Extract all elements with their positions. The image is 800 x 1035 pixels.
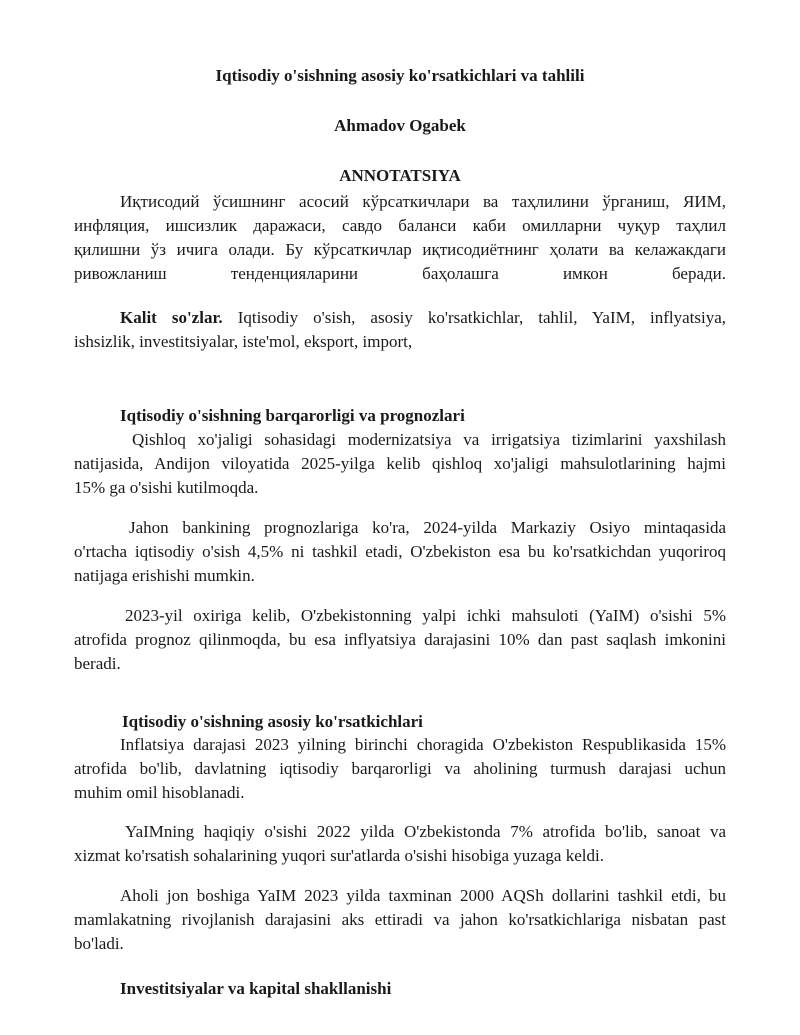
body-line: atrofida bo'lib, davlatning iqtisodiy barqarorligi va aholining turmush darajasi uchun xyxy=(74,759,726,778)
body-line: beradi. xyxy=(74,654,121,673)
annotation-line: қилишни ўз ичига олади. Бу кўрсаткичлар иқтисодиётнинг ҳолати ва келажакдаги xyxy=(74,240,726,259)
document-title: Iqtisodiy o'sishning asosiy ko'rsatkichlari va tahlili xyxy=(215,66,585,85)
body-line: 15% ga o'sishi kutilmoqda. xyxy=(74,478,259,497)
keywords-text: Iqtisodiy o'sish, asosiy ko'rsatkichlar, tahlil, YaIM, inflyatsiya, xyxy=(237,308,726,327)
body-paragraph xyxy=(74,604,726,676)
body-line: xizmat ko'rsatish sohalarining yuqori sur'atlarda o'sishi hisobiga yuzaga keldi. xyxy=(74,846,604,865)
body-paragraph xyxy=(74,516,726,588)
annotation-paragraph xyxy=(74,190,726,286)
body-paragraph xyxy=(74,428,726,500)
body-paragraph xyxy=(74,820,726,868)
annotation-line: ривожланиш тенденцияларини баҳолашга имкон беради. xyxy=(74,264,726,283)
body-line: Qishloq xo'jaligi sohasidagi modernizatsiya va irrigatsiya tizimlarini yaxshilash xyxy=(132,430,726,449)
body-line: muhim omil hisoblanadi. xyxy=(74,783,245,802)
body-line: bo'ladi. xyxy=(74,934,124,953)
annotation-line: инфляция, ишсизлик даражаси, савдо баланси каби омилларни чуқур таҳлил xyxy=(74,216,726,235)
author-name: Ahmadov Ogabek xyxy=(334,116,466,135)
body-line: Aholi jon boshiga YaIM 2023 yilda taxminan 2000 AQSh dollarini tashkil etdi, bu xyxy=(120,886,726,905)
body-line: o'rtacha iqtisodiy o'sish 4,5% ni tashkil etadi, O'zbekiston esa bu ko'rsatkichdan yuqoriroq xyxy=(74,542,726,561)
body-line: mamlakatning rivojlanish darajasini aks ettiradi va jahon ko'rsatkichlariga nisbatan past xyxy=(74,910,726,929)
body-line: 2023-yil oxiriga kelib, O'zbekistonning yalpi ichki mahsuloti (YaIM) o'sishi 5% xyxy=(125,606,726,625)
keywords-paragraph xyxy=(74,306,726,354)
keywords-line xyxy=(74,306,726,330)
body-paragraph xyxy=(74,884,726,956)
annotation-heading: ANNOTATSIYA xyxy=(339,166,461,185)
keywords-label: Kalit so'zlar. xyxy=(120,308,223,327)
section-heading: Investitsiyalar va kapital shakllanishi xyxy=(120,979,392,998)
section-heading: Iqtisodiy o'sishning barqarorligi va prognozlari xyxy=(120,406,465,425)
annotation-line: Иқтисодий ўсишнинг асосий кўрсаткичлари ва таҳлилини ўрганиш, ЯИМ, xyxy=(120,192,726,211)
section-heading: Iqtisodiy o'sishning asosiy ko'rsatkichlari xyxy=(122,712,423,731)
body-line: atrofida prognoz qilinmoqda, bu esa inflyatsiya darajasini 10% dan past saqlash imkonini xyxy=(74,630,726,649)
document-page xyxy=(74,0,726,1035)
body-line: natijaga erishishi mumkin. xyxy=(74,566,255,585)
body-line: Inflatsiya darajasi 2023 yilning birinchi choragida O'zbekiston Respublikasida 15% xyxy=(120,735,726,754)
body-line: YaIMning haqiqiy o'sishi 2022 yilda O'zbekistonda 7% atrofida bo'lib, sanoat va xyxy=(125,822,726,841)
body-paragraph xyxy=(74,733,726,805)
body-line: natijasida, Andijon viloyatida 2025-yilga kelib qishloq xo'jaligi mahsulotlarining hajmi xyxy=(74,454,726,473)
body-line: Jahon bankining prognozlariga ko'ra, 2024-yilda Markaziy Osiyo mintaqasida xyxy=(129,518,726,537)
keywords-line: ishsizlik, investitsiyalar, iste'mol, eksport, import, xyxy=(74,332,413,351)
